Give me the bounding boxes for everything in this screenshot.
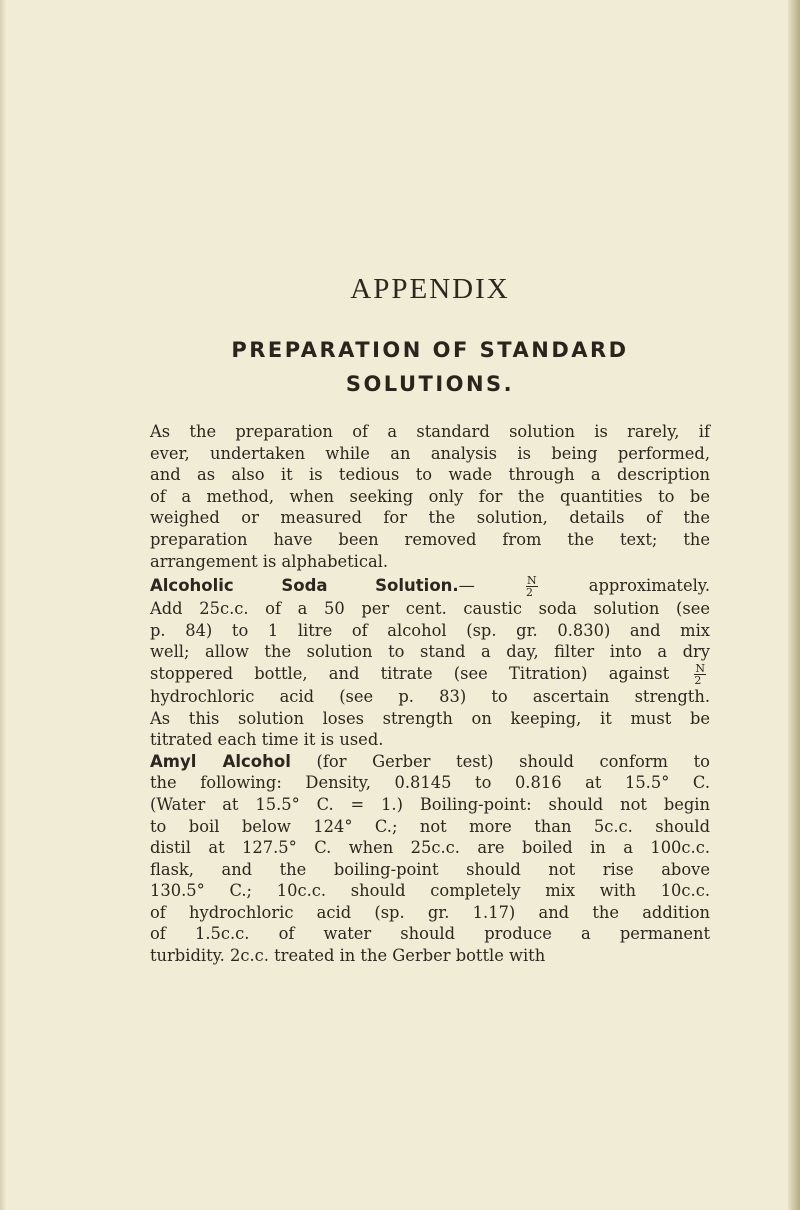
intro-line: ever, undertaken while an analysis is being performed,	[150, 443, 710, 463]
book-page	[150, 0, 710, 1210]
intro-line: preparation have been removed from the text; the	[150, 529, 710, 549]
amyl-alcohol-heading-line: Amyl Alcohol (for Gerber test) should conform to	[150, 751, 710, 771]
dash: —	[458, 576, 475, 596]
amyl-line: of hydrochloric acid (sp. gr. 1.17) and the addition	[150, 902, 710, 922]
alcoholic-line-with-fraction: stoppered bottle, and titrate (see Titration) against $\frac{N}{2}$	[150, 661, 705, 687]
appendix-title: APPENDIX	[350, 273, 510, 305]
alcoholic-soda-term: Alcoholic Soda Solution.	[150, 576, 459, 596]
amyl-line: (Water at 15.5° C. = 1.) Boiling-point: should not begin	[150, 794, 710, 814]
alcoholic-line: titrated each time it is used.	[150, 730, 384, 750]
amyl-line: turbidity. 2c.c. treated in the Gerber bottle with	[150, 946, 546, 966]
alcoholic-line: well; allow the solution to stand a day, filter into a dry	[150, 642, 710, 662]
amyl-alcohol-term: Amyl Alcohol	[150, 751, 291, 771]
amyl-line: 130.5° C.; 10c.c. should completely mix with 10c.c.	[150, 881, 710, 901]
alcoholic-soda-heading-line	[150, 572, 710, 598]
alcoholic-line: hydrochloric acid (see p. 83) to ascertain strength.	[150, 686, 710, 706]
intro-line: arrangement is alphabetical.	[150, 551, 389, 571]
approximately-text: approximately.	[588, 576, 710, 596]
amyl-line: distil at 127.5° C. when 25c.c. are boiled in a 100c.c.	[150, 838, 710, 858]
section-heading-line1: PREPARATION OF STANDARD	[231, 338, 629, 362]
amyl-line: to boil below 124° C.; not more than 5c.c. should	[150, 816, 710, 836]
intro-line: As the preparation of a standard solution is rarely, if	[150, 422, 710, 441]
intro-line: and as also it is tedious to wade through a description	[150, 465, 710, 485]
alcoholic-line: Add 25c.c. of a 50 per cent. caustic soda solution (see	[150, 599, 710, 619]
alcoholic-line: p. 84) to 1 litre of alcohol (sp. gr. 0.830) and mix	[150, 620, 710, 640]
amyl-line: the following: Density, 0.8145 to 0.816 at 15.5° C.	[150, 773, 710, 793]
amyl-line: of 1.5c.c. of water should produce a permanent	[150, 924, 710, 944]
intro-line: weighed or measured for the solution, details of the	[150, 508, 710, 528]
alcoholic-line: As this solution loses strength on keeping, it must be	[150, 708, 710, 728]
amyl-line: flask, and the boiling-point should not rise above	[150, 859, 710, 879]
page-right-edge	[788, 0, 800, 1210]
page-left-edge	[0, 0, 6, 1210]
section-heading-line2: SOLUTIONS.	[345, 372, 515, 396]
body-text	[150, 421, 710, 967]
intro-line: of a method, when seeking only for the quantities to be	[150, 486, 710, 506]
fraction-n-over-2: $\frac{N}{2}$	[526, 574, 537, 600]
fraction-n-over-2: $\frac{N}{2}$	[694, 661, 705, 687]
